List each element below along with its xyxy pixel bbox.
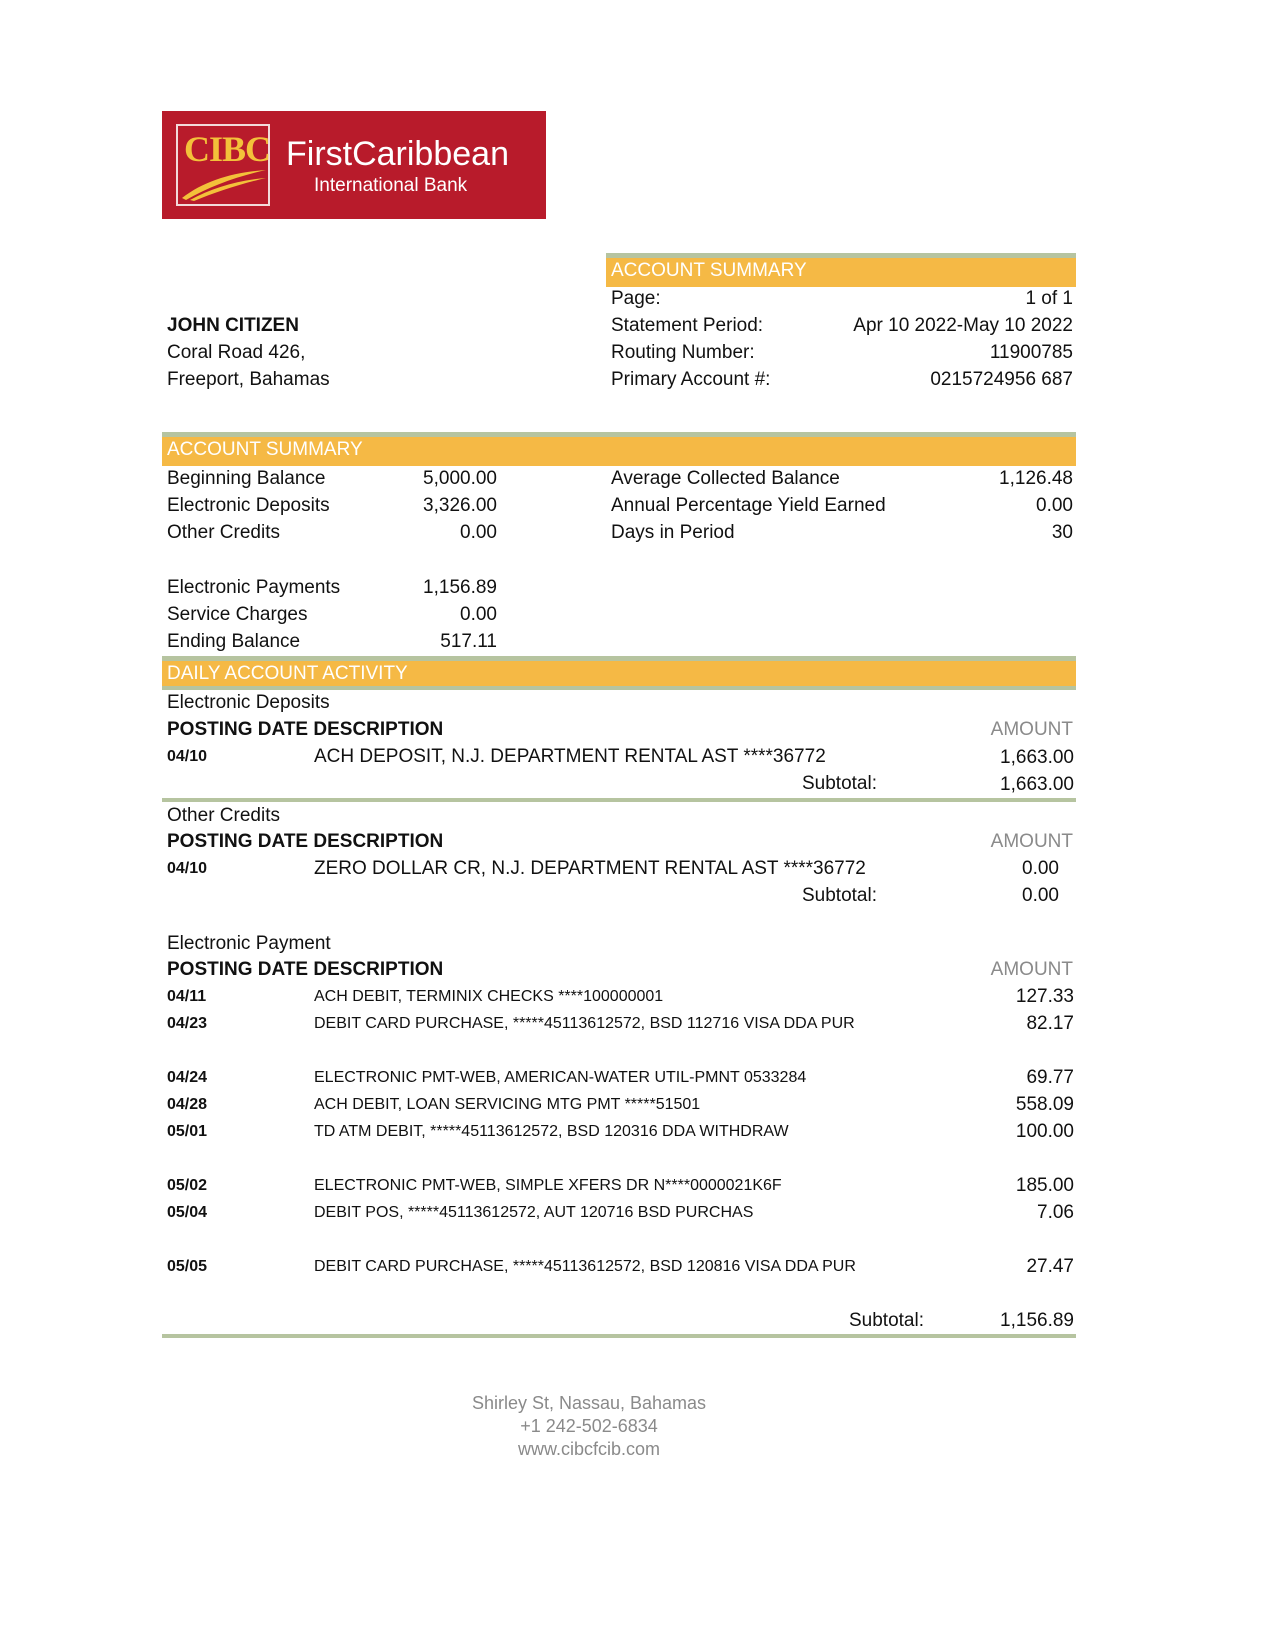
payments-posting-header: POSTING DATE DESCRIPTION: [167, 959, 444, 980]
payment-amount: 69.77: [1026, 1067, 1074, 1088]
deposits-subtotal-label: Subtotal:: [802, 773, 877, 794]
footer-website[interactable]: www.cibcfcib.com: [517, 1439, 661, 1459]
credits-section-title: Other Credits: [167, 805, 280, 826]
credit-description: ZERO DOLLAR CR, N.J. DEPARTMENT RENTAL AST ****36772: [314, 858, 866, 879]
footer-phone: +1 242-502-6834: [520, 1416, 658, 1436]
apy-earned-label: Annual Percentage Yield Earned: [611, 495, 886, 516]
payments-subtotal-label: Subtotal:: [849, 1310, 924, 1331]
customer-address-line1: Coral Road 426,: [167, 342, 306, 363]
credit-date: 04/10: [167, 860, 208, 877]
customer-address-line2: Freeport, Bahamas: [167, 369, 330, 390]
payment-amount: 185.00: [1015, 1175, 1074, 1196]
days-in-period-value: 30: [1051, 522, 1073, 543]
logo-bank-name: FirstCaribbean: [286, 135, 509, 173]
deposits-amount-header: AMOUNT: [990, 719, 1073, 740]
deposits-subtotal-value: 1,663.00: [1000, 774, 1074, 795]
payment-description: DEBIT POS, *****45113612572, AUT 120716 BSD PURCHAS: [314, 1204, 754, 1221]
deposit-amount: 1,663.00: [1000, 747, 1074, 768]
credits-subtotal-value: 0.00: [1022, 885, 1059, 906]
header-summary-title: ACCOUNT SUMMARY: [611, 260, 807, 281]
payments-amount-header: AMOUNT: [990, 959, 1073, 980]
deposits-posting-header: POSTING DATE DESCRIPTION: [167, 719, 444, 740]
apy-earned-value: 0.00: [1036, 495, 1073, 516]
payment-amount: 27.47: [1026, 1256, 1074, 1277]
logo-bank-subtitle: International Bank: [314, 175, 468, 196]
payment-amount: 127.33: [1015, 986, 1074, 1007]
credits-subtotal-label: Subtotal:: [802, 885, 877, 906]
payment-amount: 82.17: [1026, 1013, 1074, 1034]
primary-account-label: Primary Account #:: [611, 369, 771, 390]
payment-date: 04/24: [167, 1069, 208, 1086]
payment-date: 05/02: [167, 1177, 208, 1194]
electronic-deposits-value: 3,326.00: [423, 495, 497, 516]
payment-description: ACH DEBIT, LOAN SERVICING MTG PMT *****51501: [314, 1096, 701, 1113]
payment-description: ELECTRONIC PMT-WEB, SIMPLE XFERS DR N****0000021K6F: [314, 1177, 782, 1194]
account-summary-bar: [162, 432, 1076, 466]
electronic-payments-label: Electronic Payments: [167, 577, 341, 598]
service-charges-value: 0.00: [460, 604, 497, 625]
deposit-date: 04/10: [167, 748, 208, 765]
page-label: Page:: [611, 288, 661, 309]
payment-amount: 558.09: [1015, 1094, 1074, 1115]
payments-section-title: Electronic Payment: [167, 933, 331, 954]
payment-amount: 7.06: [1037, 1202, 1074, 1223]
payment-date: 05/01: [167, 1123, 208, 1140]
swoosh-icon: [180, 166, 268, 202]
deposits-divider: [162, 798, 1076, 802]
statement-period-value: Apr 10 2022-May 10 2022: [853, 315, 1073, 336]
average-collected-balance-value: 1,126.48: [999, 468, 1073, 489]
payment-date: 04/11: [167, 988, 207, 1005]
payment-description: ELECTRONIC PMT-WEB, AMERICAN-WATER UTIL-PMNT 0533284: [314, 1069, 807, 1086]
payment-description: DEBIT CARD PURCHASE, *****45113612572, BSD 112716 VISA DDA PUR: [314, 1015, 855, 1032]
beginning-balance-value: 5,000.00: [423, 468, 497, 489]
payment-amount: 100.00: [1015, 1121, 1074, 1142]
customer-name: JOHN CITIZEN: [167, 315, 299, 336]
days-in-period-label: Days in Period: [611, 522, 735, 543]
other-credits-label: Other Credits: [167, 522, 280, 543]
daily-activity-title: DAILY ACCOUNT ACTIVITY: [167, 663, 408, 684]
beginning-balance-label: Beginning Balance: [167, 468, 326, 489]
electronic-payments-value: 1,156.89: [423, 577, 497, 598]
ending-balance-label: Ending Balance: [167, 631, 301, 652]
credits-amount-header: AMOUNT: [990, 831, 1073, 852]
payments-divider: [162, 1334, 1076, 1338]
routing-number-value: 11900785: [989, 342, 1073, 363]
deposit-description: ACH DEPOSIT, N.J. DEPARTMENT RENTAL AST ****36772: [314, 746, 826, 767]
cibc-logo-mark: [176, 124, 270, 206]
logo-mark-text: CIBC: [184, 129, 271, 169]
footer-address: Shirley St, Nassau, Bahamas: [471, 1393, 707, 1413]
other-credits-value: 0.00: [460, 522, 497, 543]
payment-date: 04/28: [167, 1096, 208, 1113]
deposits-section-title: Electronic Deposits: [167, 692, 330, 713]
payments-subtotal-value: 1,156.89: [1000, 1310, 1074, 1331]
electronic-deposits-label: Electronic Deposits: [167, 495, 330, 516]
payment-date: 05/05: [167, 1258, 208, 1275]
payment-date: 04/23: [167, 1015, 208, 1032]
account-summary-title: ACCOUNT SUMMARY: [167, 439, 363, 460]
payment-description: DEBIT CARD PURCHASE, *****45113612572, BSD 120816 VISA DDA PUR: [314, 1258, 856, 1275]
credits-posting-header: POSTING DATE DESCRIPTION: [167, 831, 444, 852]
average-collected-balance-label: Average Collected Balance: [611, 468, 840, 489]
bank-logo: [162, 111, 546, 219]
primary-account-value: 0215724956 687: [930, 369, 1073, 390]
payment-description: ACH DEBIT, TERMINIX CHECKS ****100000001: [314, 988, 664, 1005]
daily-activity-bar: [162, 656, 1076, 690]
service-charges-label: Service Charges: [167, 604, 308, 625]
routing-number-label: Routing Number:: [611, 342, 755, 363]
page-value: 1 of 1: [1025, 288, 1073, 309]
header-summary-bar: [606, 253, 1076, 287]
statement-period-label: Statement Period:: [611, 315, 764, 336]
payment-date: 05/04: [167, 1204, 208, 1221]
ending-balance-value: 517.11: [440, 631, 497, 652]
credit-amount: 0.00: [1022, 858, 1059, 879]
payment-description: TD ATM DEBIT, *****45113612572, BSD 120316 DDA WITHDRAW: [314, 1123, 789, 1140]
